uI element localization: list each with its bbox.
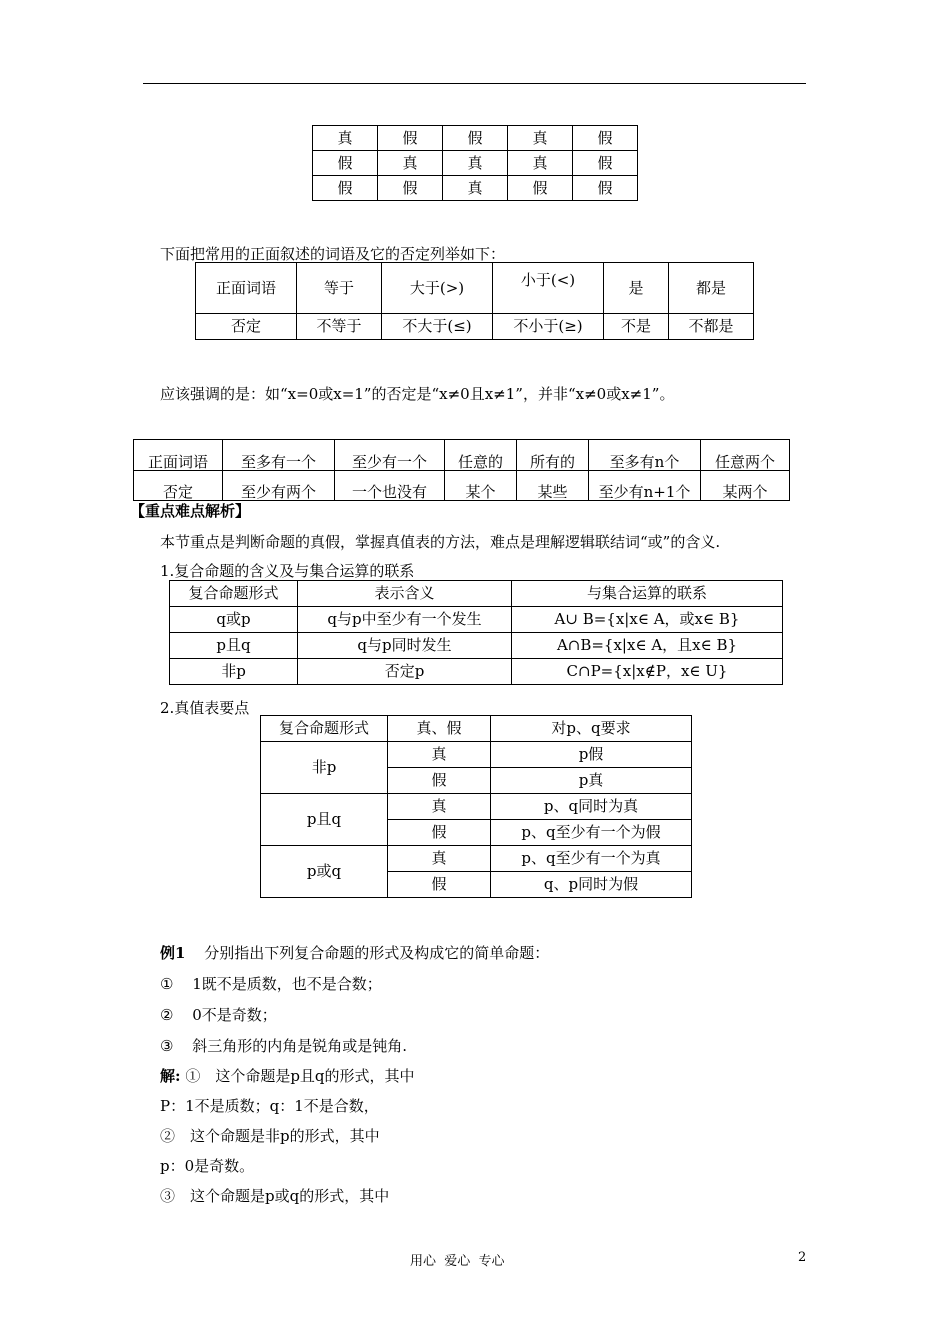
negative-word: 不都是 [669,314,754,340]
solution-line: P：1不是质数；q：1不是合数， [160,1097,379,1115]
example-item [160,1037,407,1055]
solution-line: ③ 这个命题是p或q的形式，其中 [160,1187,390,1205]
solution-text: ① 这个命题是p且q的形式，其中 [185,1067,415,1085]
negative-word: 一个也没有 [335,471,445,501]
form-cell: 非p [261,742,388,794]
truth-cell: 真 [508,151,573,176]
positive-word: 大于(>) [382,263,493,314]
example-item [160,1006,277,1024]
solution-line: ② 这个命题是非p的形式，其中 [160,1127,380,1145]
positive-word: 至多有n个 [589,440,701,471]
example-line [160,944,549,962]
emphasis-line: 应该强调的是：如“x=0或x=1”的否定是“x≠0且x≠1”，并非“x≠0或x≠1”。 [160,385,675,403]
truth-points-table [260,715,692,898]
negative-word: 不等于 [297,314,382,340]
truth-value-cell: 真 [388,742,491,768]
solution-line [160,1067,415,1085]
truth-table-fragment [312,125,638,201]
table-header: 对p、q要求 [491,716,692,742]
negative-word: 不小于(≥) [493,314,604,340]
table-row [313,126,638,151]
negative-word: 不大于(≤) [382,314,493,340]
item-number: ① [160,975,174,993]
item-text: 1既不是质数，也不是合数； [192,975,382,993]
negative-word: 不是 [604,314,669,340]
negative-word: 至少有n+1个 [589,471,701,501]
form-cell: p或q [261,846,388,898]
item-number: ③ [160,1037,174,1055]
header-rule [143,83,806,84]
truth-cell: 假 [378,176,443,201]
truth-value-cell: 假 [388,768,491,794]
example-label: 例1 [160,944,186,962]
page-number: 2 [798,1250,807,1265]
positive-word: 至多有一个 [223,440,335,471]
positive-word: 任意的 [445,440,517,471]
form-cell: p且q [261,794,388,846]
requirement-cell: p、q至少有一个为假 [491,820,692,846]
form-cell: p且q [170,633,298,659]
form-cell: 非p [170,659,298,685]
footer-text: 用心 爱心 专心 [410,1254,505,1269]
truth-cell: 假 [573,176,638,201]
requirement-cell: p、q至少有一个为真 [491,846,692,872]
positive-word: 所有的 [517,440,589,471]
positive-words-label: 正面词语 [196,263,297,314]
truth-cell: 假 [313,176,378,201]
meaning-cell: q与p中至少有一个发生 [298,607,512,633]
truth-cell: 假 [378,126,443,151]
intro-line: 下面把常用的正面叙述的词语及它的否定列举如下： [160,245,506,263]
negative-words-label: 否定 [196,314,297,340]
meaning-cell: q与p同时发生 [298,633,512,659]
truth-value-cell: 真 [388,794,491,820]
table-header: 表示含义 [298,581,512,607]
requirement-cell: p、q同时为真 [491,794,692,820]
negative-word: 至少有两个 [223,471,335,501]
example-item [160,975,382,993]
positive-word: 是 [604,263,669,314]
item1-title: 1.复合命题的含义及与集合运算的联系 [160,562,415,580]
truth-cell: 真 [443,151,508,176]
truth-value-cell: 真 [388,846,491,872]
truth-cell: 假 [573,151,638,176]
negative-word: 某些 [517,471,589,501]
positive-negative-words-table [195,262,754,340]
positive-word: 任意两个 [701,440,790,471]
negative-word: 某个 [445,471,517,501]
item-text: 0不是奇数； [192,1006,277,1024]
form-cell: q或p [170,607,298,633]
set-relation-cell: C∩P={x|x∉P，x∈ U} [512,659,783,685]
example-question: 分别指出下列复合命题的形式及构成它的简单命题： [204,944,550,962]
item-text: 斜三角形的内角是锐角或是钝角. [192,1037,408,1055]
negative-words-label: 否定 [134,471,223,501]
truth-cell: 假 [508,176,573,201]
set-relation-cell: A∩B={x|x∈ A，且x∈ B} [512,633,783,659]
quantifier-words-table [133,439,790,501]
table-header: 与集合运算的联系 [512,581,783,607]
positive-word: 都是 [669,263,754,314]
positive-word: 小于(<) [493,263,604,314]
meaning-cell: 否定p [298,659,512,685]
compound-set-table [169,580,783,685]
requirement-cell: p真 [491,768,692,794]
table-header: 复合命题形式 [261,716,388,742]
truth-value-cell: 假 [388,872,491,898]
truth-value-cell: 假 [388,820,491,846]
positive-word: 至少有一个 [335,440,445,471]
truth-cell: 真 [508,126,573,151]
truth-cell: 真 [443,176,508,201]
positive-words-label: 正面词语 [134,440,223,471]
table-header: 复合命题形式 [170,581,298,607]
negative-word: 某两个 [701,471,790,501]
requirement-cell: q、p同时为假 [491,872,692,898]
truth-cell: 假 [313,151,378,176]
solution-line: p：0是奇数。 [160,1157,255,1175]
truth-cell: 真 [378,151,443,176]
requirement-cell: p假 [491,742,692,768]
positive-word: 等于 [297,263,382,314]
item2-title: 2.真值表要点 [160,699,250,717]
set-relation-cell: A∪ B={x|x∈ A，或x∈ B} [512,607,783,633]
section-heading: 【重点难点解析】 [130,502,251,520]
truth-cell: 真 [313,126,378,151]
table-row [313,176,638,201]
table-header: 真、假 [388,716,491,742]
solution-label: 解: [160,1067,181,1085]
item-number: ② [160,1006,174,1024]
truth-cell: 假 [443,126,508,151]
section-intro: 本节重点是判断命题的真假，掌握真值表的方法，难点是理解逻辑联结词“或”的含义. [160,533,721,551]
truth-cell: 假 [573,126,638,151]
table-row [313,151,638,176]
